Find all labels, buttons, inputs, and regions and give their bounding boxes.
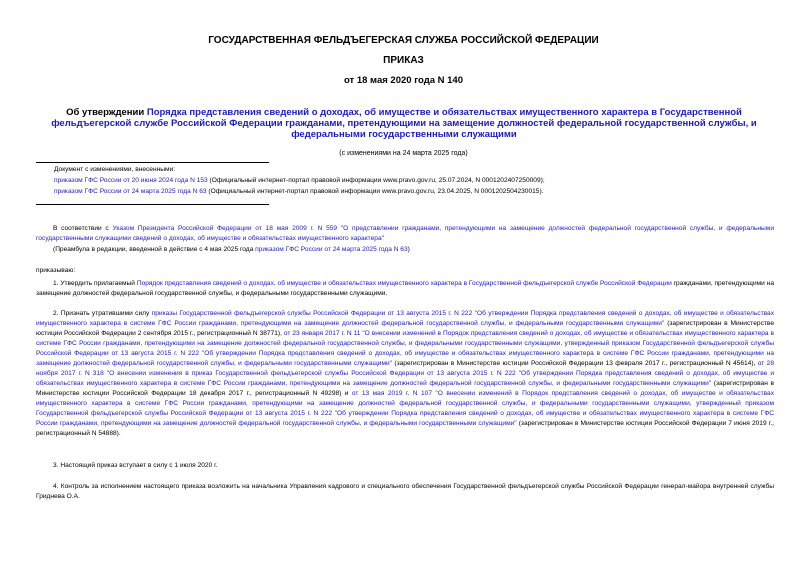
amendment-link[interactable]: приказом ГФС России от 20 июня 2024 года N 153 xyxy=(54,177,208,184)
changes-note: (с изменениями на 24 марта 2025 года) xyxy=(339,150,468,157)
divider-top xyxy=(36,162,269,163)
amendments-intro: Документ с изменениями, внесенными: xyxy=(54,166,176,173)
amendment-link[interactable]: приказом ГФС России от 24 марта 2025 года N 63 xyxy=(54,188,207,195)
date-number-heading: от 18 мая 2020 года N 140 xyxy=(343,75,464,86)
preamble: В соответствии с Указом Президента Российской Федерации от 18 мая 2009 г. N 559 "О представлении гражданами, претендующими на замещение должностей федеральной государственной службы, и федеральными государственными служащими сведений о доходах, об имуществе и обязательствах имущественного характера" xyxy=(36,225,774,242)
paragraph-4: 4. Контроль за исполнением настоящего приказа возложить на начальника Управления кадрового и специального обеспечения Государственной фельдъегерской службы Российской Федерации генерал-майора внутренней службы Гриднева О.А. xyxy=(36,483,774,500)
title-link[interactable]: Порядка представления сведений о доходах, об имуществе и обязательствах имущественного характера в Государственной фельдъегерской службе Российской Федерации гражданами, претендующими на замещение должностей федеральной государственной службы, и федеральными государственными служащими xyxy=(51,107,757,140)
preamble-note: (Преамбула в редакции, введенной в действие с 4 мая 2025 года приказом ГФС России от 24 марта 2025 года N 63) xyxy=(53,246,410,253)
p2-link-107[interactable]: от 13 мая 2019 г. N 107 "О внесении изменений в Порядок представления сведений о доходах, об имуществе и обязательствах имущественного характера в системе ГФС России гражданами, претендующими на замещение должностей федеральной государственной службы, и федеральными государственными служащими, утвержденный приказом Государственной фельдъегерской службы Российской Федерации от 13 августа 2015 г. N 222 "Об утверждении Порядка представления сведений о доходах, об имуществе и обязательствах имущественного характера в системе ГФС России гражданами, претендующими на замещение должностей федеральной государственной службы, и федеральными государственными служащими" xyxy=(36,390,775,427)
order-word: приказываю: xyxy=(36,267,76,274)
p1-link[interactable]: Порядок представления сведений о доходах, об имуществе и обязательствах имущественного характера в Государственной фельдъегерской службе Российской Федерации xyxy=(136,280,672,287)
p2-link-222[interactable]: приказы Государственной фельдъегерской службы Российской Федерации от 13 августа 2015 г. N 222 "Об утверждении Порядка представления сведений о доходах, об имуществе и обязательствах имущественного характера в системе ГФС России гражданами, претендующими на замещение должностей федеральной государственной службы, и федеральными государственными служащими" xyxy=(36,310,774,327)
paragraph-1: 1. Утвердить прилагаемый Порядок представления сведений о доходах, об имуществе и обязательствах имущественного характера в Государственной фельдъегерской службе Российской Федерации гражданами, претендующими на замещение должностей федеральной государственной службы, и федеральными государственными служащими. xyxy=(36,280,774,297)
preamble-decree-link[interactable]: Указом Президента Российской Федерации от 18 мая 2009 г. N 559 "О представлении гражданами, претендующими на замещение должностей федеральной государственной службы, и федеральными государственными служащими сведений о доходах, об имуществе и обязательствах имущественного характера" xyxy=(36,225,774,242)
preamble-note-link[interactable]: приказом ГФС России от 24 марта 2025 года N 63 xyxy=(255,246,408,253)
document-title xyxy=(36,107,772,140)
p2-link-318[interactable]: от 28 ноября 2017 г. N 318 "О внесении изменения в приказ Государственной фельдъегерской службы Российской Федерации от 13 августа 2015 г. N 222 "Об утверждении Порядка представления сведений о доходах, об имуществе и обязательствах имущественного характера в системе ГФС России гражданами, претендующими на замещение должностей федеральной государственной службы, и федеральными государственными служащими" xyxy=(36,360,774,387)
p2-link-11[interactable]: от 23 января 2017 г. N 11 "О внесении изменений в Порядок представления сведений о доходах, об имуществе и обязательствах имущественного характера в системе ГФС России гражданами, претендующими на замещение должностей федеральной государственной службы, и федеральными государственными служащими, утвержденный приказом Государственной фельдъегерской службы Российской Федерации от 13 августа 2015 г. N 222 "Об утверждении Порядка представления сведений о доходах, об имуществе и обязательствах имущественного характера в системе ГФС России гражданами, претендующими на замещение должностей федеральной государственной службы, и федеральными государственными служащими" xyxy=(36,330,775,367)
amendment-item: приказом ГФС России от 20 июня 2024 года N 153 (Официальный интернет-портал правовой информации www.pravo.gov.ru, 25.07.2024, N 0001202407250009); xyxy=(54,177,545,184)
divider-bottom xyxy=(36,204,269,205)
paragraph-3: 3. Настоящий приказ вступает в силу с 1 июля 2020 г. xyxy=(53,462,218,469)
paragraph-2: 2. Признать утратившими силу приказы Государственной фельдъегерской службы Российской Федерации от 13 августа 2015 г. N 222 "Об утверждении Порядка представления сведений о доходах, об имуществе и обязательствах имущественного характера в системе ГФС России гражданами, претендующими на замещение должностей федеральной государственной службы, и федеральными государственными служащими" (зарегистрирован в Министерстве юстиции Российской Федерации 2 сентября 2015 г., регистрационный N 38771), от 23 января 2017 г. N 11 "О внесении изменений в Порядок представления сведений о доходах, об имуществе и обязательствах имущественного характера в системе ГФС России гражданами, претендующими на замещение должностей федеральной государственной службы, и федеральными государственными служащими, утвержденный приказом Государственной фельдъегерской службы Российской Федерации от 13 августа 2015 г. N 222 "Об утверждении Порядка представления сведений о доходах, об имуществе и обязательствах имущественного характера в системе ГФС России гражданами, претендующими на замещение должностей федеральной государственной службы, и федеральными государственными служащими" (зарегистрирован в Министерстве юстиции Российской Федерации 13 февраля 2017 г., регистрационный N 45614), от 28 ноября 2017 г. N 318 "О внесении изменения в приказ Государственной фельдъегерской службы Российской Федерации от 13 августа 2015 г. N 222 "Об утверждении Порядка представления сведений о доходах, об имуществе и обязательствах имущественного характера в системе ГФС России гражданами, претендующими на замещение должностей федеральной государственной службы, и федеральными государственными служащими" (зарегистрирован в Министерстве юстиции Российской Федерации 18 декабря 2017 г., регистрационный N 49298) и от 13 мая 2019 г. N 107 "О внесении изменений в Порядок представления сведений о доходах, об имуществе и обязательствах имущественного характера в системе ГФС России гражданами, претендующими на замещение должностей федеральной государственной службы, и федеральными государственными служащими, утвержденный приказом Государственной фельдъегерской службы Российской Федерации от 13 августа 2015 г. N 222 "Об утверждении Порядка представления сведений о доходах, об имуществе и обязательствах имущественного характера в системе ГФС России гражданами, претендующими на замещение должностей федеральной государственной службы, и федеральными государственными служащими" (зарегистрирован в Министерстве юстиции Российской Федерации 7 июня 2019 г., регистрационный N 54888). xyxy=(36,310,775,437)
title-prefix: Об утверждении xyxy=(66,107,147,118)
agency-heading: ГОСУДАРСТВЕННАЯ ФЕЛЬДЪЕГЕРСКАЯ СЛУЖБА РОССИЙСКОЙ ФЕДЕРАЦИИ xyxy=(208,35,599,46)
doc-type-heading: ПРИКАЗ xyxy=(383,55,424,66)
amendments-block xyxy=(54,164,784,197)
amendment-item: приказом ГФС России от 24 марта 2025 года N 63 (Официальный интернет-портал правовой информации www.pravo.gov.ru, 23.04.2025, N 0001202504230015). xyxy=(54,188,544,195)
